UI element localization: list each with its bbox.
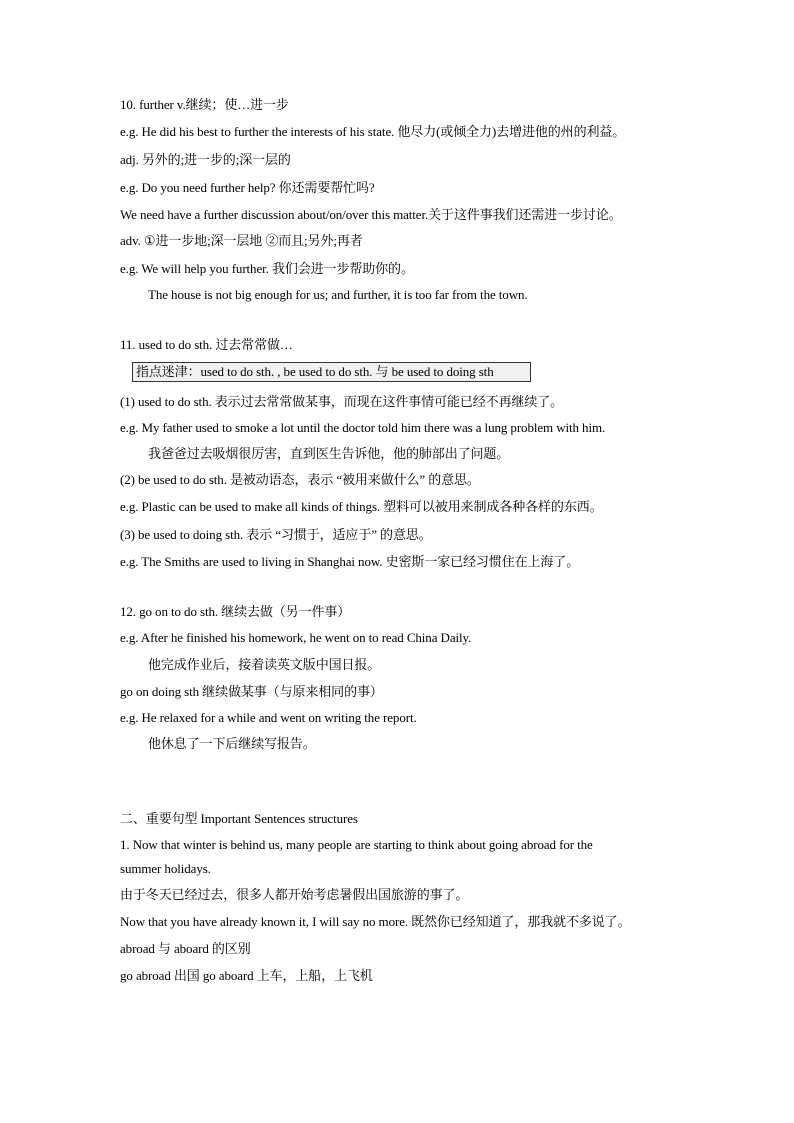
- example-sentence: e.g. After he finished his homework, he went on to read China Daily.: [120, 630, 472, 645]
- example-sentence: The house is not big enough for us; and further, it is too far from the town.: [148, 287, 528, 302]
- sentence-structure-1: 1. Now that winter is behind us, many people are starting to think about going abroad for the: [120, 837, 593, 852]
- example-sentence: e.g. He relaxed for a while and went on writing the report.: [120, 710, 417, 725]
- example-sentence: e.g. The Smiths are used to living in Shanghai now. 史密斯一家已经习惯住在上海了。: [120, 554, 580, 569]
- example-sentence: e.g. He did his best to further the interests of his state. 他尽力(或倾全力)去增进他的州的利益。: [120, 124, 626, 139]
- example-sentence: e.g. Do you need further help? 你还需要帮忙吗?: [120, 180, 375, 195]
- tip-text: 指点迷津：used to do sth. , be used to do sth. 与 be used to doing sth: [136, 364, 494, 379]
- example-sentence: Now that you have already known it, I will say no more. 既然你已经知道了，那我就不多说了。: [120, 914, 631, 929]
- example-sentence: e.g. We will help you further. 我们会进一步帮助你的。: [120, 261, 414, 276]
- rule-3: (3) be used to doing sth. 表示 “习惯于，适应于” 的意思。: [120, 527, 432, 542]
- item-11-heading: 11. used to do sth. 过去常常做…: [120, 337, 293, 352]
- adv-definition: adv. ①进一步地;深一层地 ②而且;另外;再者: [120, 233, 363, 248]
- example-translation: 由于冬天已经过去，很多人都开始考虑暑假出国旅游的事了。: [120, 887, 469, 902]
- section-2-heading: 二、重要句型 Important Sentences structures: [120, 811, 358, 826]
- example-translation: 他完成作业后，接着读英文版中国日报。: [148, 657, 381, 672]
- item-10-heading: 10. further v.继续；使…进一步: [120, 97, 289, 112]
- rule-2: (2) be used to do sth. 是被动语态，表示 “被用来做什么” 的意思。: [120, 472, 480, 487]
- comparison-heading: abroad 与 aboard 的区别: [120, 941, 251, 956]
- example-sentence: We need have a further discussion about/on/over this matter.关于这件事我们还需进一步讨论。: [120, 207, 622, 222]
- example-translation: 他休息了一下后继续写报告。: [148, 736, 316, 751]
- adj-definition: adj. 另外的;进一步的;深一层的: [120, 152, 291, 167]
- example-sentence: e.g. Plastic can be used to make all kinds of things. 塑料可以被用来制成各种各样的东西。: [120, 499, 603, 514]
- example-translation: 我爸爸过去吸烟很厉害，直到医生告诉他，他的肺部出了问题。: [148, 446, 510, 461]
- example-sentence: e.g. My father used to smoke a lot until the doctor told him there was a lung problem with him.: [120, 420, 606, 435]
- phrase-definition: go on doing sth 继续做某事（与原来相同的事）: [120, 684, 383, 699]
- sentence-structure-1-cont: summer holidays.: [120, 861, 211, 876]
- comparison-line: go abroad 出国 go aboard 上车，上船，上飞机: [120, 968, 373, 983]
- rule-1: (1) used to do sth. 表示过去常常做某事，而现在这件事情可能已经不再继续了。: [120, 394, 564, 409]
- item-12-heading: 12. go on to do sth. 继续去做（另一件事）: [120, 604, 351, 619]
